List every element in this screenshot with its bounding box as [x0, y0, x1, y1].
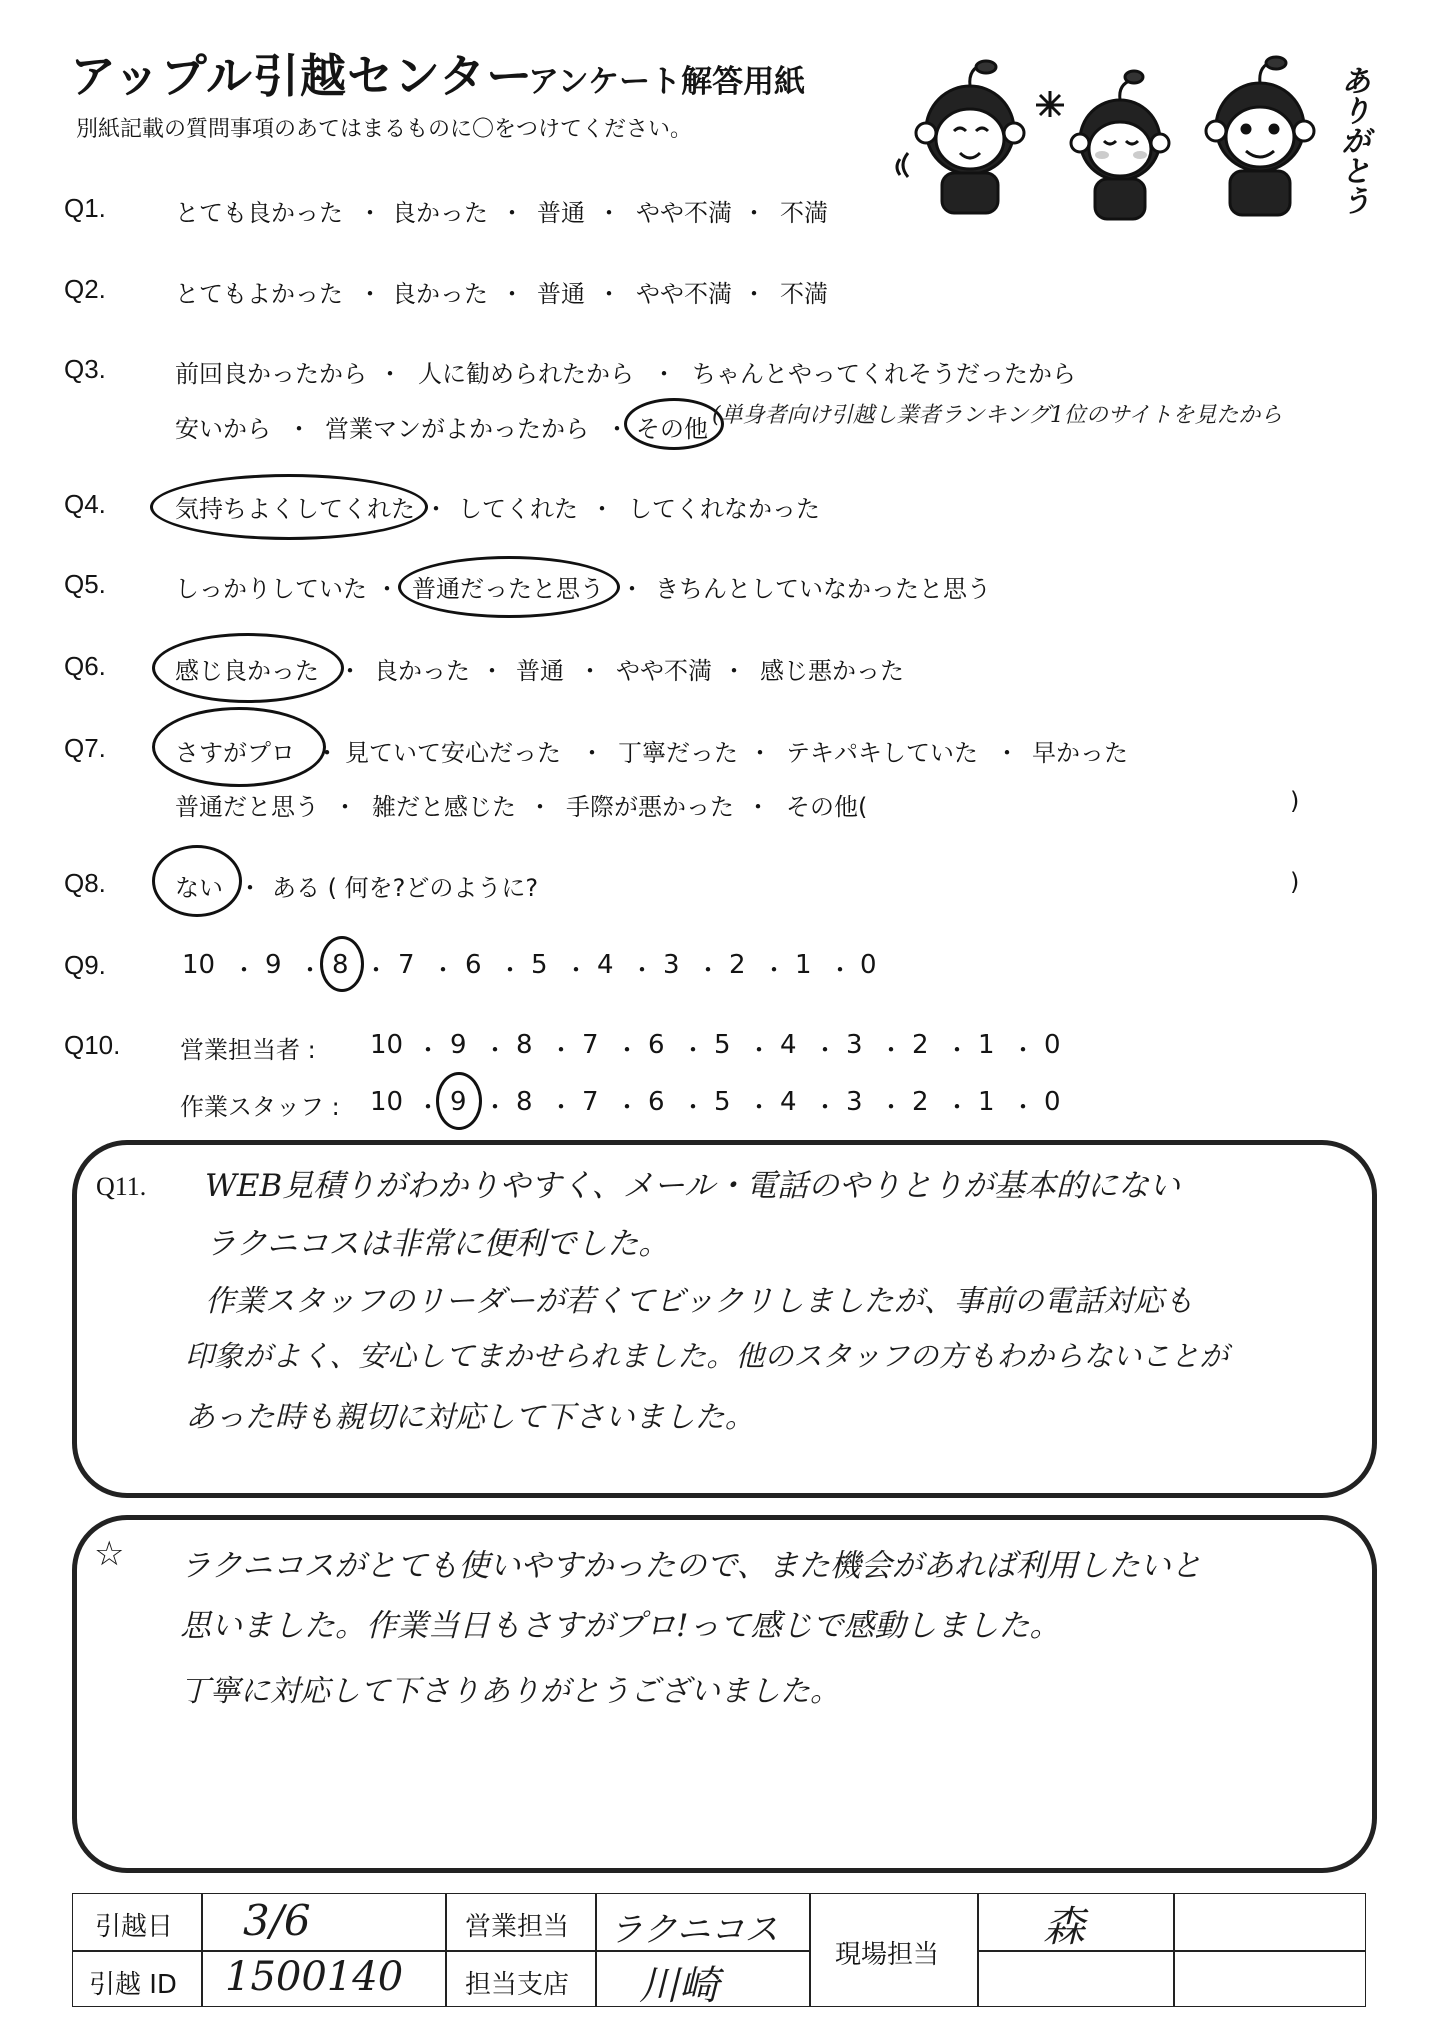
separator: ・ [813, 1036, 837, 1064]
separator: ・ [879, 1093, 903, 1121]
table-cell [810, 1893, 978, 2007]
q2-option[interactable]: 不満 [780, 280, 828, 308]
q11-line: 印象がよく、安心してまかせられました。他のスタッフの方もわからないことが [185, 1339, 1229, 1373]
q6-option[interactable]: 良かった [374, 657, 470, 685]
separator: ・ [431, 956, 455, 984]
separator: ・ [681, 1036, 705, 1064]
q3-other-note: (単身者向け引越し業者ランキング1位のサイトを見たから [712, 403, 1283, 428]
selection-circle [152, 845, 242, 917]
q9-scale-value[interactable]: 4 [597, 950, 614, 980]
separator: ・ [748, 739, 772, 767]
separator: ・ [338, 657, 362, 685]
separator: ・ [483, 1093, 507, 1121]
table-cell[interactable] [1174, 1951, 1366, 2007]
q3-option[interactable]: 安いから [175, 415, 271, 443]
separator: ・ [358, 280, 382, 308]
q8-close-paren: ) [1290, 868, 1300, 896]
move-date-value: 3/6 [243, 1896, 311, 1945]
selection-circle [150, 474, 428, 540]
q2-option[interactable]: とてもよかった [175, 280, 343, 308]
q7-option[interactable]: 見ていて安心だった [345, 739, 561, 767]
separator: ・ [747, 1093, 771, 1121]
q7-option[interactable]: その他( [786, 793, 868, 821]
separator: ・ [1011, 1093, 1035, 1121]
selection-circle [624, 398, 724, 450]
branch-label: 担当支店 [465, 1970, 570, 2000]
q9-scale-value[interactable]: 5 [531, 950, 548, 980]
separator: ・ [828, 956, 852, 984]
q9-label: Q9. [64, 950, 106, 980]
separator: ・ [298, 956, 322, 984]
q3-option[interactable]: 前回良かったから [175, 360, 367, 388]
table-cell [72, 1893, 202, 1951]
q10-staff-label: 作業スタッフ : [180, 1093, 340, 1121]
q9-scale-value[interactable]: 8 [332, 950, 349, 980]
separator: ・ [615, 1093, 639, 1121]
q11-line: あった時も親切に対応して下さいました。 [185, 1400, 755, 1435]
separator: ・ [615, 1036, 639, 1064]
separator: ・ [630, 956, 654, 984]
table-cell [72, 1951, 202, 2007]
separator: ・ [378, 360, 402, 388]
q10-sales-scale-value[interactable]: 9 [450, 1030, 467, 1060]
q7-option[interactable]: さすがプロ [175, 739, 295, 767]
q1-option[interactable]: 良かった [392, 199, 488, 227]
q10-staff-scale-value[interactable]: 9 [450, 1087, 467, 1117]
move-id-label: 引越 ID [89, 1970, 177, 2000]
q7-option[interactable]: 手際が悪かった [566, 793, 734, 821]
move-date-label: 引越日 [95, 1912, 174, 1942]
q2-label: Q2. [64, 274, 106, 304]
separator: ・ [528, 793, 552, 821]
selection-circle [320, 936, 364, 992]
separator: ・ [747, 1036, 771, 1064]
separator: ・ [238, 874, 262, 902]
table-cell[interactable] [596, 1951, 810, 2007]
q10-staff-scale-value[interactable]: 10 [370, 1087, 404, 1117]
separator: ・ [580, 739, 604, 767]
separator: ・ [500, 280, 524, 308]
q6-option[interactable]: 普通 [516, 657, 564, 685]
q7-label: Q7. [64, 733, 106, 763]
q9-scale-value[interactable]: 2 [729, 950, 746, 980]
separator: ・ [742, 199, 766, 227]
q10-staff-scale-value[interactable]: 5 [714, 1087, 731, 1117]
monkey-center-icon [1036, 71, 1169, 219]
q9-scale-value[interactable]: 7 [398, 950, 415, 980]
q7-option[interactable]: 普通だと思う [175, 793, 319, 821]
q2-option[interactable]: 良かった [392, 280, 488, 308]
separator: ・ [945, 1036, 969, 1064]
q6-label: Q6. [64, 651, 106, 681]
q9-scale-value[interactable]: 10 [182, 950, 216, 980]
q10-sales-scale-value[interactable]: 0 [1044, 1030, 1061, 1060]
selection-circle [436, 1072, 482, 1130]
separator: ・ [498, 956, 522, 984]
q10-sales-scale-value[interactable]: 1 [978, 1030, 995, 1060]
q10-sales-scale-value[interactable]: 10 [370, 1030, 404, 1060]
q10-staff-scale-value[interactable]: 7 [582, 1087, 599, 1117]
q9-scale-value[interactable]: 3 [663, 950, 680, 980]
q7-option[interactable]: テキパキしていた [786, 739, 978, 767]
q6-option[interactable]: 感じ良かった [175, 657, 319, 685]
separator: ・ [564, 956, 588, 984]
q3-option[interactable]: 営業マンがよかったから [325, 415, 589, 443]
instructions-text: 別紙記載の質問事項のあてはまるものに〇をつけてください。 [76, 117, 693, 142]
separator: ・ [364, 956, 388, 984]
separator: ・ [597, 199, 621, 227]
sales-value: ラクニコス [609, 1910, 779, 1950]
separator: ・ [549, 1093, 573, 1121]
q10-staff-scale-value[interactable]: 2 [912, 1087, 929, 1117]
q4-option[interactable]: 気持ちよくしてくれた [175, 495, 415, 523]
q7-option[interactable]: 丁寧だった [618, 739, 738, 767]
separator: ・ [375, 575, 399, 603]
q5-option[interactable]: 普通だったと思う [412, 575, 604, 603]
separator: ・ [590, 495, 614, 523]
separator: ・ [500, 199, 524, 227]
q1-label: Q1. [64, 193, 106, 223]
q10-sales-label: 営業担当者 : [180, 1036, 316, 1064]
separator: ・ [578, 657, 602, 685]
separator: ・ [315, 739, 339, 767]
table-cell [446, 1951, 596, 2007]
q7-close-paren: ) [1290, 787, 1300, 815]
separator: ・ [742, 280, 766, 308]
table-cell[interactable] [202, 1893, 446, 1951]
q8-label: Q8. [64, 868, 106, 898]
q8-option[interactable]: ある ( 何を?どのように? [272, 874, 539, 902]
q5-option[interactable]: しっかりしていた [175, 575, 367, 603]
separator: ・ [995, 739, 1019, 767]
q7-option[interactable]: 雑だと感じた [372, 793, 516, 821]
q5-option[interactable]: きちんとしていなかったと思う [655, 575, 991, 603]
table-cell[interactable] [978, 1951, 1174, 2007]
separator: ・ [483, 1036, 507, 1064]
q10-sales-scale-value[interactable]: 7 [582, 1030, 599, 1060]
q3-option[interactable]: ちゃんとやってくれそうだったから [692, 360, 1076, 388]
thanks-text: ありがとう [1335, 65, 1370, 215]
separator: ・ [597, 280, 621, 308]
q5-label: Q5. [64, 569, 106, 599]
move-id-value: 1500140 [225, 1954, 404, 2000]
selection-circle [398, 556, 620, 618]
separator: ・ [287, 415, 311, 443]
separator: ・ [722, 657, 746, 685]
separator: ・ [620, 575, 644, 603]
site-value: 森 [1043, 1902, 1086, 1951]
separator: ・ [1011, 1036, 1035, 1064]
q10-sales-scale-value[interactable]: 5 [714, 1030, 731, 1060]
separator: ・ [681, 1093, 705, 1121]
separator: ・ [945, 1093, 969, 1121]
q4-option[interactable]: してくれた [458, 495, 578, 523]
table-cell[interactable] [596, 1893, 810, 1951]
q9-scale-value[interactable]: 0 [860, 950, 877, 980]
q10-staff-scale-value[interactable]: 4 [780, 1087, 797, 1117]
sales-label: 営業担当 [465, 1912, 570, 1942]
table-cell[interactable] [978, 1893, 1174, 1951]
q10-sales-scale-value[interactable]: 4 [780, 1030, 797, 1060]
monkey-left-icon [897, 61, 1024, 213]
site-label: 現場担当 [835, 1940, 940, 1970]
table-cell [446, 1893, 596, 1951]
separator: ・ [358, 199, 382, 227]
q10-staff-scale-value[interactable]: 8 [516, 1087, 533, 1117]
q6-option[interactable]: 感じ悪かった [760, 657, 904, 685]
q10-sales-scale-value[interactable]: 2 [912, 1030, 929, 1060]
q11-label: Q11. [96, 1172, 147, 1201]
selection-circle [152, 633, 344, 703]
q9-scale-value[interactable]: 9 [265, 950, 282, 980]
q1-option[interactable]: やや不満 [636, 199, 732, 227]
form-subtitle: アンケート解答用紙 [528, 64, 806, 100]
q3-label: Q3. [64, 354, 106, 384]
q2-option[interactable]: 普通 [537, 280, 585, 308]
separator: ・ [480, 657, 504, 685]
separator: ・ [696, 956, 720, 984]
q7-option[interactable]: 早かった [1032, 739, 1128, 767]
star-comment-line: ラクニコスがとても使いやすかったので、また機会があれば利用したいと [180, 1548, 1202, 1584]
branch-value: 川崎 [639, 1963, 719, 2009]
q6-option[interactable]: やや不満 [616, 657, 712, 685]
separator: ・ [652, 360, 676, 388]
monkey-mascot-illustration [890, 55, 1370, 230]
q9-scale-value[interactable]: 1 [795, 950, 812, 980]
separator: ・ [605, 415, 629, 443]
table-cell[interactable] [1174, 1893, 1366, 1951]
table-cell[interactable] [202, 1951, 446, 2007]
q1-option[interactable]: 不満 [780, 199, 828, 227]
star-comment-line: 思いました。作業当日もさすがプロ!って感じで感動しました。 [180, 1608, 1061, 1644]
separator: ・ [813, 1093, 837, 1121]
q2-option[interactable]: やや不満 [636, 280, 732, 308]
star-comment-line: 丁寧に対応して下さりありがとうございました。 [180, 1674, 840, 1709]
separator: ・ [762, 956, 786, 984]
q11-line: WEB見積りがわかりやすく、メール・電話のやりとりが基本的にない [205, 1168, 1181, 1204]
q10-staff-scale-value[interactable]: 6 [648, 1087, 665, 1117]
separator: ・ [416, 1036, 440, 1064]
separator: ・ [424, 495, 448, 523]
q11-line: 作業スタッフのリーダーが若くてビックリしましたが、事前の電話対応も [205, 1284, 1194, 1319]
separator: ・ [746, 793, 770, 821]
q10-staff-scale-value[interactable]: 0 [1044, 1087, 1061, 1117]
q3-option[interactable]: 人に勧められたから [418, 360, 634, 388]
separator: ・ [879, 1036, 903, 1064]
q10-label: Q10. [64, 1030, 121, 1060]
form-title: アップル引越センター [70, 49, 534, 103]
q1-option[interactable]: とても良かった [175, 199, 343, 227]
star-icon: ☆ [94, 1534, 125, 1574]
q8-option[interactable]: ない [175, 874, 223, 902]
q10-staff-scale-value[interactable]: 1 [978, 1087, 995, 1117]
q4-option[interactable]: してくれなかった [628, 495, 820, 523]
selection-circle [152, 707, 326, 787]
q1-option[interactable]: 普通 [537, 199, 585, 227]
separator: ・ [232, 956, 256, 984]
q10-staff-scale-value[interactable]: 3 [846, 1087, 863, 1117]
q9-scale-value[interactable]: 6 [465, 950, 482, 980]
separator: ・ [549, 1036, 573, 1064]
q4-label: Q4. [64, 489, 106, 519]
q10-sales-scale-value[interactable]: 6 [648, 1030, 665, 1060]
q3-option[interactable]: その他 [636, 415, 708, 443]
separator: ・ [416, 1093, 440, 1121]
q10-sales-scale-value[interactable]: 3 [846, 1030, 863, 1060]
q10-sales-scale-value[interactable]: 8 [516, 1030, 533, 1060]
monkey-right-icon [1206, 57, 1314, 215]
q11-line: ラクニコスは非常に便利でした。 [205, 1226, 670, 1262]
separator: ・ [333, 793, 357, 821]
